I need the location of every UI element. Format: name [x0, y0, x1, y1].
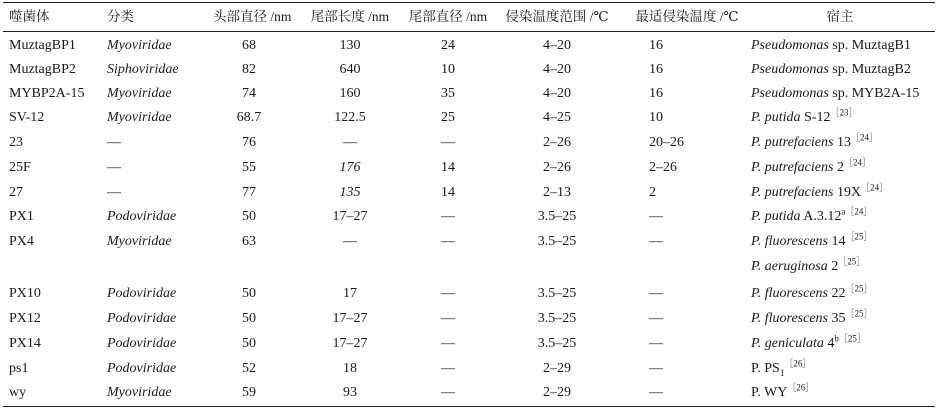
cell-head-diameter: 50 [242, 209, 256, 224]
cell-family: Podoviridae [107, 336, 177, 351]
bottom-rule [3, 406, 935, 407]
host-reference: ［23］ [830, 107, 858, 118]
host-genus: Pseudomonas [751, 86, 829, 101]
cell-family: Podoviridae [107, 361, 177, 376]
cell-optimal-temp: 16 [649, 86, 663, 101]
host-genus: P. WY [751, 385, 788, 400]
table-row [3, 357, 935, 381]
header-head-diameter: 头部直径 /nm [213, 9, 292, 24]
header-tail-length: 尾部长度 /nm [310, 9, 390, 24]
cell-tail-length: 135 [339, 185, 361, 200]
table-row [3, 381, 935, 405]
cell-host [751, 106, 858, 130]
cell-tail-length: 93 [343, 385, 357, 400]
cell-family: Podoviridae [107, 209, 177, 224]
header-phage: 噬菌体 [9, 9, 50, 24]
cell-tail-diameter: — [441, 234, 455, 249]
cell-tail-length: 176 [339, 160, 361, 175]
host-strain: 22 [828, 286, 846, 301]
cell-optimal-temp: — [649, 385, 663, 400]
cell-host [751, 255, 865, 279]
host-strain: sp. MYB2A-15 [828, 86, 920, 101]
cell-optimal-temp: 2 [649, 185, 656, 200]
cell-tail-diameter: — [441, 311, 455, 326]
host-reference: ［24］ [861, 182, 889, 193]
header-row [3, 5, 935, 29]
cell-tail-diameter: — [441, 286, 455, 301]
cell-host [751, 181, 888, 205]
table-row [3, 230, 935, 254]
cell-host [751, 205, 872, 229]
host-reference: ［24］ [850, 132, 878, 143]
table-row [3, 156, 935, 180]
cell-host [751, 82, 919, 106]
cell-tail-diameter: 25 [441, 110, 455, 125]
cell-phage: MuztagBP1 [9, 38, 76, 53]
cell-host [751, 307, 873, 331]
host-genus: P. aeruginosa [751, 259, 828, 274]
host-reference: ［25］ [845, 283, 873, 294]
cell-optimal-temp: 16 [649, 38, 663, 53]
cell-temp-range: 2–29 [543, 385, 571, 400]
cell-tail-diameter: — [441, 361, 455, 376]
host-genus: Pseudomonas [751, 38, 829, 53]
cell-tail-length: 18 [343, 361, 357, 376]
cell-tail-length: 122.5 [334, 110, 366, 125]
cell-phage: PX10 [9, 286, 41, 301]
cell-family: — [107, 185, 121, 200]
host-genus: P. PS [751, 361, 780, 376]
header-optimal-temp: 最适侵染温度 /℃ [635, 9, 739, 24]
table-row [3, 34, 935, 58]
host-genus: P. fluorescens [751, 234, 828, 249]
host-reference: ［24］ [845, 206, 873, 217]
table-row [3, 205, 935, 229]
host-genus: P. fluorescens [751, 286, 828, 301]
cell-tail-length [303, 255, 397, 279]
host-reference: ［25］ [845, 308, 873, 319]
cell-family: Siphoviridae [107, 62, 179, 77]
cell-optimal-temp: — [649, 336, 663, 351]
cell-phage: PX1 [9, 209, 34, 224]
table-row [3, 131, 935, 155]
host-reference: ［25］ [845, 231, 873, 242]
cell-host [751, 332, 866, 356]
cell-temp-range: 3.5–25 [537, 336, 577, 351]
table-row [3, 58, 935, 82]
cell-phage: 25F [9, 160, 31, 175]
cell-head-diameter: 55 [242, 160, 256, 175]
cell-tail-length: — [343, 135, 357, 150]
cell-host [751, 34, 911, 58]
cell-temp-range: 2–26 [543, 135, 571, 150]
cell-family: Podoviridae [107, 286, 177, 301]
cell-head-diameter: 68.7 [236, 110, 262, 125]
host-genus: P. putida [751, 110, 801, 125]
table-row [3, 181, 935, 205]
cell-head-diameter: 50 [242, 336, 256, 351]
host-strain: 35 [828, 311, 846, 326]
cell-optimal-temp: — [649, 286, 663, 301]
cell-temp-range: 4–20 [543, 38, 571, 53]
host-genus: P. putrefaciens [751, 185, 834, 200]
cell-phage: SV-12 [9, 110, 45, 125]
host-strain: 2 [833, 160, 844, 175]
table-row [3, 332, 935, 356]
cell-host [751, 282, 873, 306]
cell-optimal-temp: — [649, 234, 663, 249]
cell-optimal-temp: — [649, 361, 663, 376]
cell-phage: MuztagBP2 [9, 62, 76, 77]
cell-family: Myoviridae [107, 234, 172, 249]
host-strain: 14 [828, 234, 846, 249]
cell-phage: PX12 [9, 311, 41, 326]
host-genus: P. fluorescens [751, 311, 828, 326]
host-strain: 19X [833, 185, 862, 200]
cell-temp-range: 2–26 [543, 160, 571, 175]
cell-tail-length: 160 [339, 86, 361, 101]
cell-tail-diameter: — [441, 336, 455, 351]
top-rule [3, 2, 935, 3]
cell-temp-range: 3.5–25 [537, 286, 577, 301]
cell-phage: MYBP2A-15 [9, 86, 85, 101]
header-family: 分类 [107, 9, 134, 24]
cell-family: Myoviridae [107, 385, 172, 400]
table-row [3, 106, 935, 130]
host-strain: 4 [823, 336, 835, 351]
cell-tail-diameter: 35 [441, 86, 455, 101]
cell-phage: 27 [9, 185, 23, 200]
host-genus: P. putrefaciens [751, 160, 834, 175]
cell-tail-diameter [401, 255, 495, 279]
cell-tail-length: — [343, 234, 357, 249]
table-row [3, 307, 935, 331]
cell-tail-diameter: — [441, 135, 455, 150]
cell-host [751, 357, 811, 381]
cell-optimal-temp: — [649, 311, 663, 326]
cell-temp-range: 2–29 [543, 361, 571, 376]
host-subscript: 1 [779, 367, 785, 378]
cell-head-diameter: 74 [242, 86, 256, 101]
host-strain: 2 [827, 259, 839, 274]
host-strain: sp. MuztagB2 [828, 62, 911, 77]
cell-temp-range: 3.5–25 [537, 311, 577, 326]
cell-family: — [107, 160, 121, 175]
header-host: 宿主 [826, 9, 854, 24]
cell-family: Myoviridae [107, 38, 172, 53]
cell-head-diameter: 52 [242, 361, 256, 376]
cell-tail-diameter: — [441, 385, 455, 400]
cell-tail-diameter: 10 [441, 62, 455, 77]
cell-head-diameter: 68 [242, 38, 256, 53]
host-reference: ［25］ [838, 333, 866, 344]
host-reference: ［25］ [838, 256, 866, 267]
cell-host [751, 58, 911, 82]
cell-optimal-temp: 10 [649, 110, 663, 125]
cell-family: Myoviridae [107, 86, 172, 101]
cell-family: Podoviridae [107, 311, 177, 326]
cell-temp-range: 2–13 [543, 185, 571, 200]
cell-phage: ps1 [9, 361, 29, 376]
cell-temp-range: 4–20 [543, 62, 571, 77]
host-strain: A.3.12 [800, 209, 842, 224]
cell-optimal-temp [619, 255, 755, 279]
cell-temp-range: 4–25 [543, 110, 571, 125]
cell-temp-range: 4–20 [543, 86, 571, 101]
cell-host [751, 156, 871, 180]
cell-host [751, 131, 878, 155]
host-strain: sp. MuztagB1 [828, 38, 911, 53]
cell-head-diameter: 76 [242, 135, 256, 150]
host-genus: P. putida [751, 209, 801, 224]
cell-tail-diameter: — [441, 209, 455, 224]
cell-optimal-temp: 20–26 [649, 135, 684, 150]
cell-tail-diameter: 14 [441, 160, 455, 175]
cell-phage: PX14 [9, 336, 41, 351]
cell-temp-range: 3.5–25 [537, 209, 577, 224]
cell-tail-length: 17 [343, 286, 357, 301]
header-tail-diameter: 尾部直径 /nm [408, 9, 488, 24]
cell-head-diameter [213, 255, 285, 279]
cell-phage: wy [9, 385, 27, 400]
cell-tail-diameter: 24 [441, 38, 455, 53]
table-row [3, 255, 935, 279]
cell-head-diameter: 77 [242, 185, 256, 200]
cell-optimal-temp: 2–26 [649, 160, 677, 175]
cell-temp-range [501, 255, 613, 279]
host-strain: S-12 [800, 110, 831, 125]
cell-phage: PX4 [9, 234, 34, 249]
host-reference: ［26］ [787, 382, 815, 393]
cell-tail-length: 17–27 [332, 311, 368, 326]
table-row [3, 282, 935, 306]
host-footnote-mark: a [841, 206, 846, 217]
cell-host [751, 381, 814, 405]
host-footnote-mark: b [834, 333, 839, 344]
table-row [3, 82, 935, 106]
cell-head-diameter: 59 [242, 385, 256, 400]
cell-optimal-temp: 16 [649, 62, 663, 77]
cell-head-diameter: 82 [242, 62, 256, 77]
host-genus: P. putrefaciens [751, 135, 834, 150]
cell-family: Myoviridae [107, 110, 172, 125]
cell-head-diameter: 50 [242, 286, 256, 301]
cell-tail-length: 17–27 [332, 209, 368, 224]
cell-host [751, 230, 873, 254]
cell-phage: 23 [9, 135, 23, 150]
cell-head-diameter: 50 [242, 311, 256, 326]
host-reference: ［26］ [784, 358, 812, 369]
cell-optimal-temp: — [649, 209, 663, 224]
cell-temp-range: 3.5–25 [537, 234, 577, 249]
cell-tail-length: 640 [339, 62, 361, 77]
cell-head-diameter: 63 [242, 234, 256, 249]
cell-tail-length: 130 [339, 38, 361, 53]
cell-family: — [107, 135, 121, 150]
cell-tail-length: 17–27 [332, 336, 368, 351]
host-genus: Pseudomonas [751, 62, 829, 77]
header-temp-range: 侵染温度范围 /℃ [505, 9, 609, 24]
cell-tail-diameter: 14 [441, 185, 455, 200]
host-strain: 13 [833, 135, 851, 150]
host-reference: ［24］ [843, 157, 871, 168]
header-rule [3, 31, 935, 32]
host-genus: P. geniculata [751, 336, 824, 351]
